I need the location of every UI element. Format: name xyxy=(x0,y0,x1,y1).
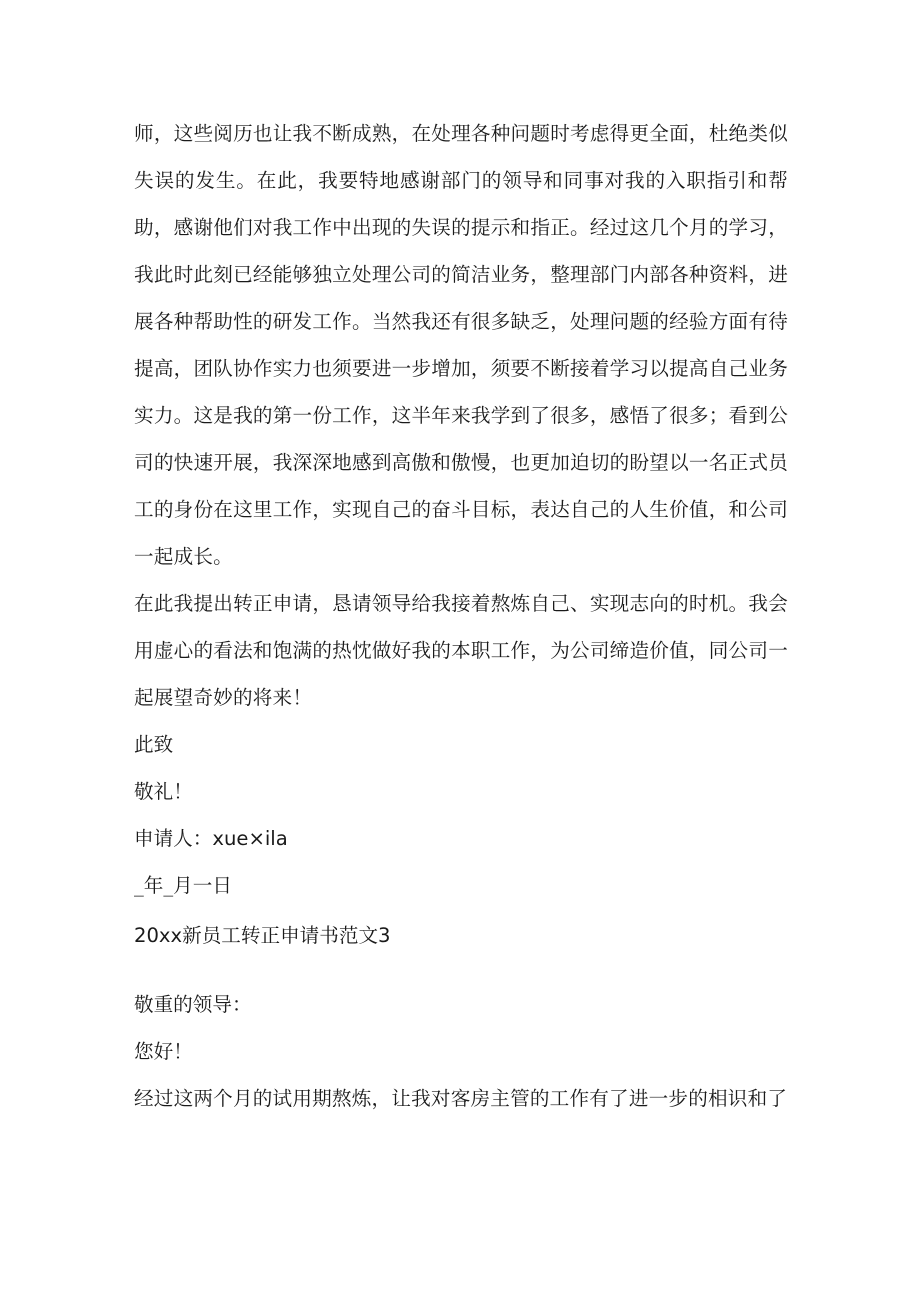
closing-jingli: 敬礼！ xyxy=(134,780,193,803)
paragraph-application-request: 在此我提出转正申请，恳请领导给我接着熬炼自己、实现志向的时机。我会用虚心的看法和饱满的热忱做好我的本职工作，为公司缔造价值，同公司一起展望奇妙的将来！ xyxy=(134,592,788,709)
greeting: 您好！ xyxy=(134,1040,193,1063)
salutation: 敬重的领导： xyxy=(134,993,252,1016)
paragraph-work-experience: 师，这些阅历也让我不断成熟，在处理各种问题时考虑得更全面，杜绝类似失误的发生。在此，我要特地感谢部门的领导和同事对我的入职指引和帮助，感谢他们对我工作中出现的失误的提示和指正。经过这几个月的学习，我此时此刻已经能够独立处理公司的简洁业务，整理部门内部各种资料，进展各种帮助性的研发工作。当然我还有很多缺乏，处理问题的经验方面有待提高，团队协作实力也须要进一步增加，须要不断接着学习以提高自己业务实力。这是我的第一份工作，这半年来我学到了很多，感悟了很多；看到公司的快速开展，我深深地感到高傲和傲慢，也更加迫切的盼望以一名正式员工的身份在这里工作，实现自己的奋斗目标，表达自己的人生价值，和公司一起成长。 xyxy=(134,122,788,568)
document-body xyxy=(134,110,788,1122)
signature-date: _年_月一日 xyxy=(134,874,232,897)
closing-cizhi: 此致 xyxy=(134,733,174,756)
paragraph-probation: 经过这两个月的试用期熬炼，让我对客房主管的工作有了进一步的相识和了 xyxy=(134,1087,788,1110)
applicant-signature: 申请人：xue×ila xyxy=(134,827,288,850)
section-heading: 20xx新员工转正申请书范文3 xyxy=(134,924,391,947)
